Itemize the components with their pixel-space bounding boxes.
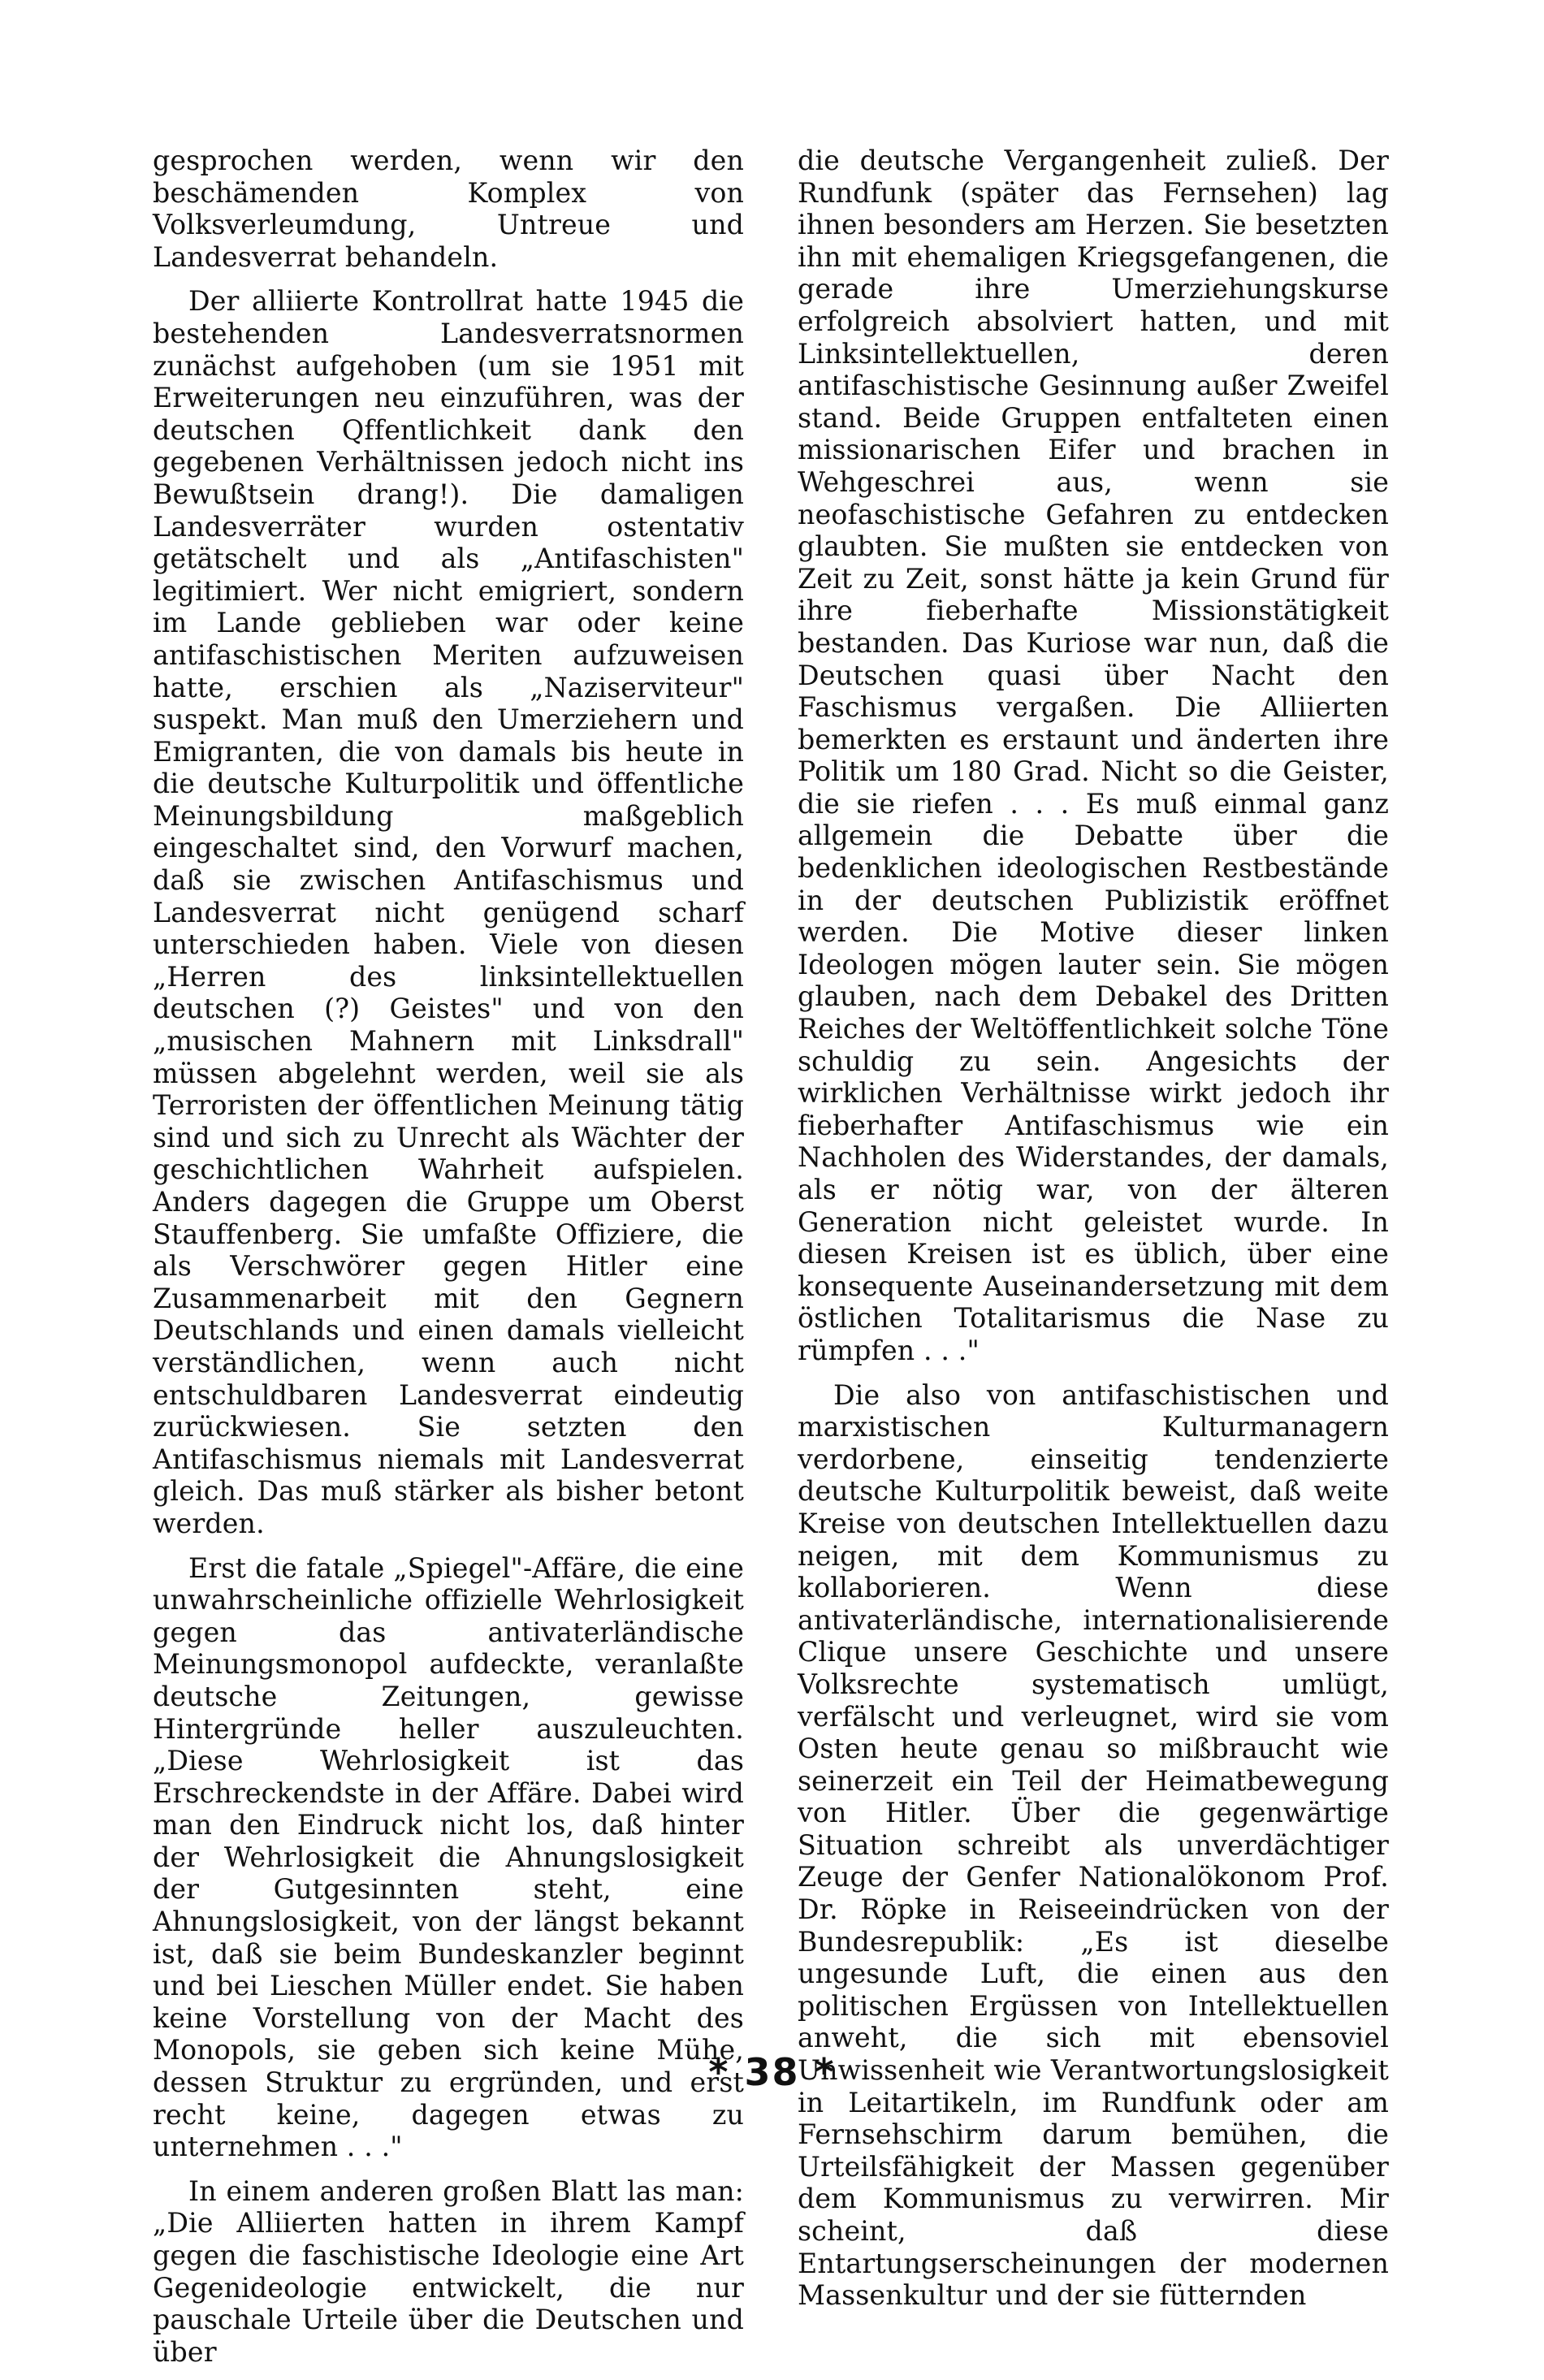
paragraph-left-2: Der alliierte Kontrollrat hatte 1945 die bestehenden Landesverratsnormen zunächst aufgehoben (um sie 1951 mit Erweiterungen neu einzuführen, was der deutschen Qffentlichkeit dank den gegebenen Verhältnissen jedoch nicht ins Bewußtsein drang!). Die damaligen Landesverräter wurden ostentativ getätschelt und als „Antifaschisten" legitimiert. Wer nicht emigriert, sondern im Lande geblieben war oder keine antifaschistischen Meriten aufzuweisen hatte, erschien als „Naziserviteur" suspekt. Man muß den Umerziehern und Emigranten, die von damals bis heute in die deutsche Kulturpolitik und öffentliche Meinungsbildung maßgeblich eingeschaltet sind, den Vorwurf machen, daß sie zwischen Antifaschismus und Landesverrat nicht genügend scharf unterschieden haben. Viele von diesen „Herren des linksintellektuellen deutschen (?) Geistes" und von den „musischen Mahnern mit Linksdrall" müssen abgelehnt werden, weil sie als Terroristen der öffentlichen Meinung tätig sind und sich zu Unrecht als Wächter der geschichtlichen Wahrheit aufspielen. Anders dagegen die Gruppe um Oberst Stauffenberg. Sie umfaßte Offiziere, die als Verschwörer gegen Hitler eine Zusammenarbeit mit den Gegnern Deutschlands und einen damals vielleicht verständlichen, wenn auch nicht entschuldbaren Landesverrat eindeutig zurückwiesen. Sie setzten den Antifaschismus niemals mit Landesverrat gleich. Das muß stärker als bisher betont werden. [153,285,744,1539]
paragraph-right-2: Die also von antifaschistischen und marxistischen Kulturmanagern verdorbene, einseitig tendenzierte deutsche Kulturpolitik beweist, daß weite Kreise von deutschen Intellektuellen dazu neigen, mit dem Kommunismus zu kollaborieren. Wenn diese antivaterländische, internationalisierende Clique unsere Geschichte und unsere Volksrechte systematisch umlügt, verfälscht und verleugnet, wird sie vom Osten heute genau so mißbraucht wie seinerzeit ein Teil der Heimatbewegung von Hitler. Über die gegenwärtige Situation schreibt als unverdächtiger Zeuge der Genfer Nationalökonom Prof. Dr. Röpke in Reiseeindrücken von der Bundesrepublik: „Es ist dieselbe ungesunde Luft, die einen aus den politischen Ergüssen von Intellektuellen anweht, die sich mit ebensoviel Unwissenheit wie Verantwortungslosigkeit in Leitartikeln, im Rundfunk oder am Fernsehschirm darum bemühen, die Urteilsfähigkeit der Massen gegenüber dem Kommunismus zu verwirren. Mir scheint, daß diese Entartungserscheinungen der modernen Massenkultur und der sie fütternden [798,1378,1389,2312]
page-number: * 38 * [708,2050,836,2094]
right-column [798,145,1389,2324]
paragraph-left-3: Erst die fatale „Spiegel"-Affäre, die eine unwahrscheinliche offizielle Wehrlosigkeit gegen das antivaterländische Meinungsmonopol aufdeckte, veranlaßte deutsche Zeitungen, gewisse Hintergründe heller auszuleuchten. „Diese Wehrlosigkeit ist das Erschreckendste in der Affäre. Dabei wird man den Eindruck nicht los, daß hinter der Wehrlosigkeit die Ahnungslosigkeit der Gutgesinnten steht, eine Ahnungslosigkeit, von der längst bekannt ist, daß sie beim Bundeskanzler beginnt und bei Lieschen Müller endet. Sie haben keine Vorstellung von der Macht des Monopols, sie geben sich keine Mühe, dessen Struktur zu ergründen, und erst recht keine, dagegen etwas zu unternehmen . . ." [153,1551,744,2163]
paragraph-left-4: In einem anderen großen Blatt las man: „Die Alliierten hatten in ihrem Kampf gegen die faschistische Ideologie eine Art Gegenideologie entwickelt, die nur pauschale Urteile über die Deutschen und über [153,2174,744,2368]
paragraph-right-1: die deutsche Vergangenheit zuließ. Der Rundfunk (später das Fernsehen) lag ihnen besonders am Herzen. Sie besetzten ihn mit ehemaligen Kriegsgefangenen, die gerade ihre Umerziehungskurse erfolgreich absolviert hatten, und mit Linksintellektuellen, deren antifaschistische Gesinnung außer Zweifel stand. Beide Gruppen entfalteten einen missionarischen Eifer und brachen in Wehgeschrei aus, wenn sie neofaschistische Gefahren zu entdecken glaubten. Sie mußten sie entdecken von Zeit zu Zeit, sonst hätte ja kein Grund für ihre fieberhafte Missionstätigkeit bestanden. Das Kuriose war nun, daß die Deutschen quasi über Nacht den Faschismus vergaßen. Die Alliierten bemerkten es erstaunt und änderten ihre Politik um 180 Grad. Nicht so die Geister, die sie riefen . . . Es muß einmal ganz allgemein die Debatte über die bedenklichen ideologischen Restbestände in der deutschen Publizistik eröffnet werden. Die Motive dieser linken Ideologen mögen lauter sein. Sie mögen glauben, nach dem Debakel des Dritten Reiches der Weltöffentlichkeit solche Töne schuldig zu sein. Angesichts der wirklichen Verhältnisse wirkt jedoch ihr fieberhafter Antifaschismus wie ein Nachholen des Widerstandes, der damals, als er nötig war, von der älteren Generation nicht geleistet wurde. In diesen Kreisen ist es üblich, über eine konsequente Auseinandersetzung mit dem östlichen Totalitarismus die Nase zu rümpfen . . ." [798,145,1389,1366]
left-column [153,145,744,2380]
paragraph-left-1: gesprochen werden, wenn wir den beschämenden Komplex von Volksverleumdung, Untreue und Landesverrat behandeln. [153,145,744,273]
